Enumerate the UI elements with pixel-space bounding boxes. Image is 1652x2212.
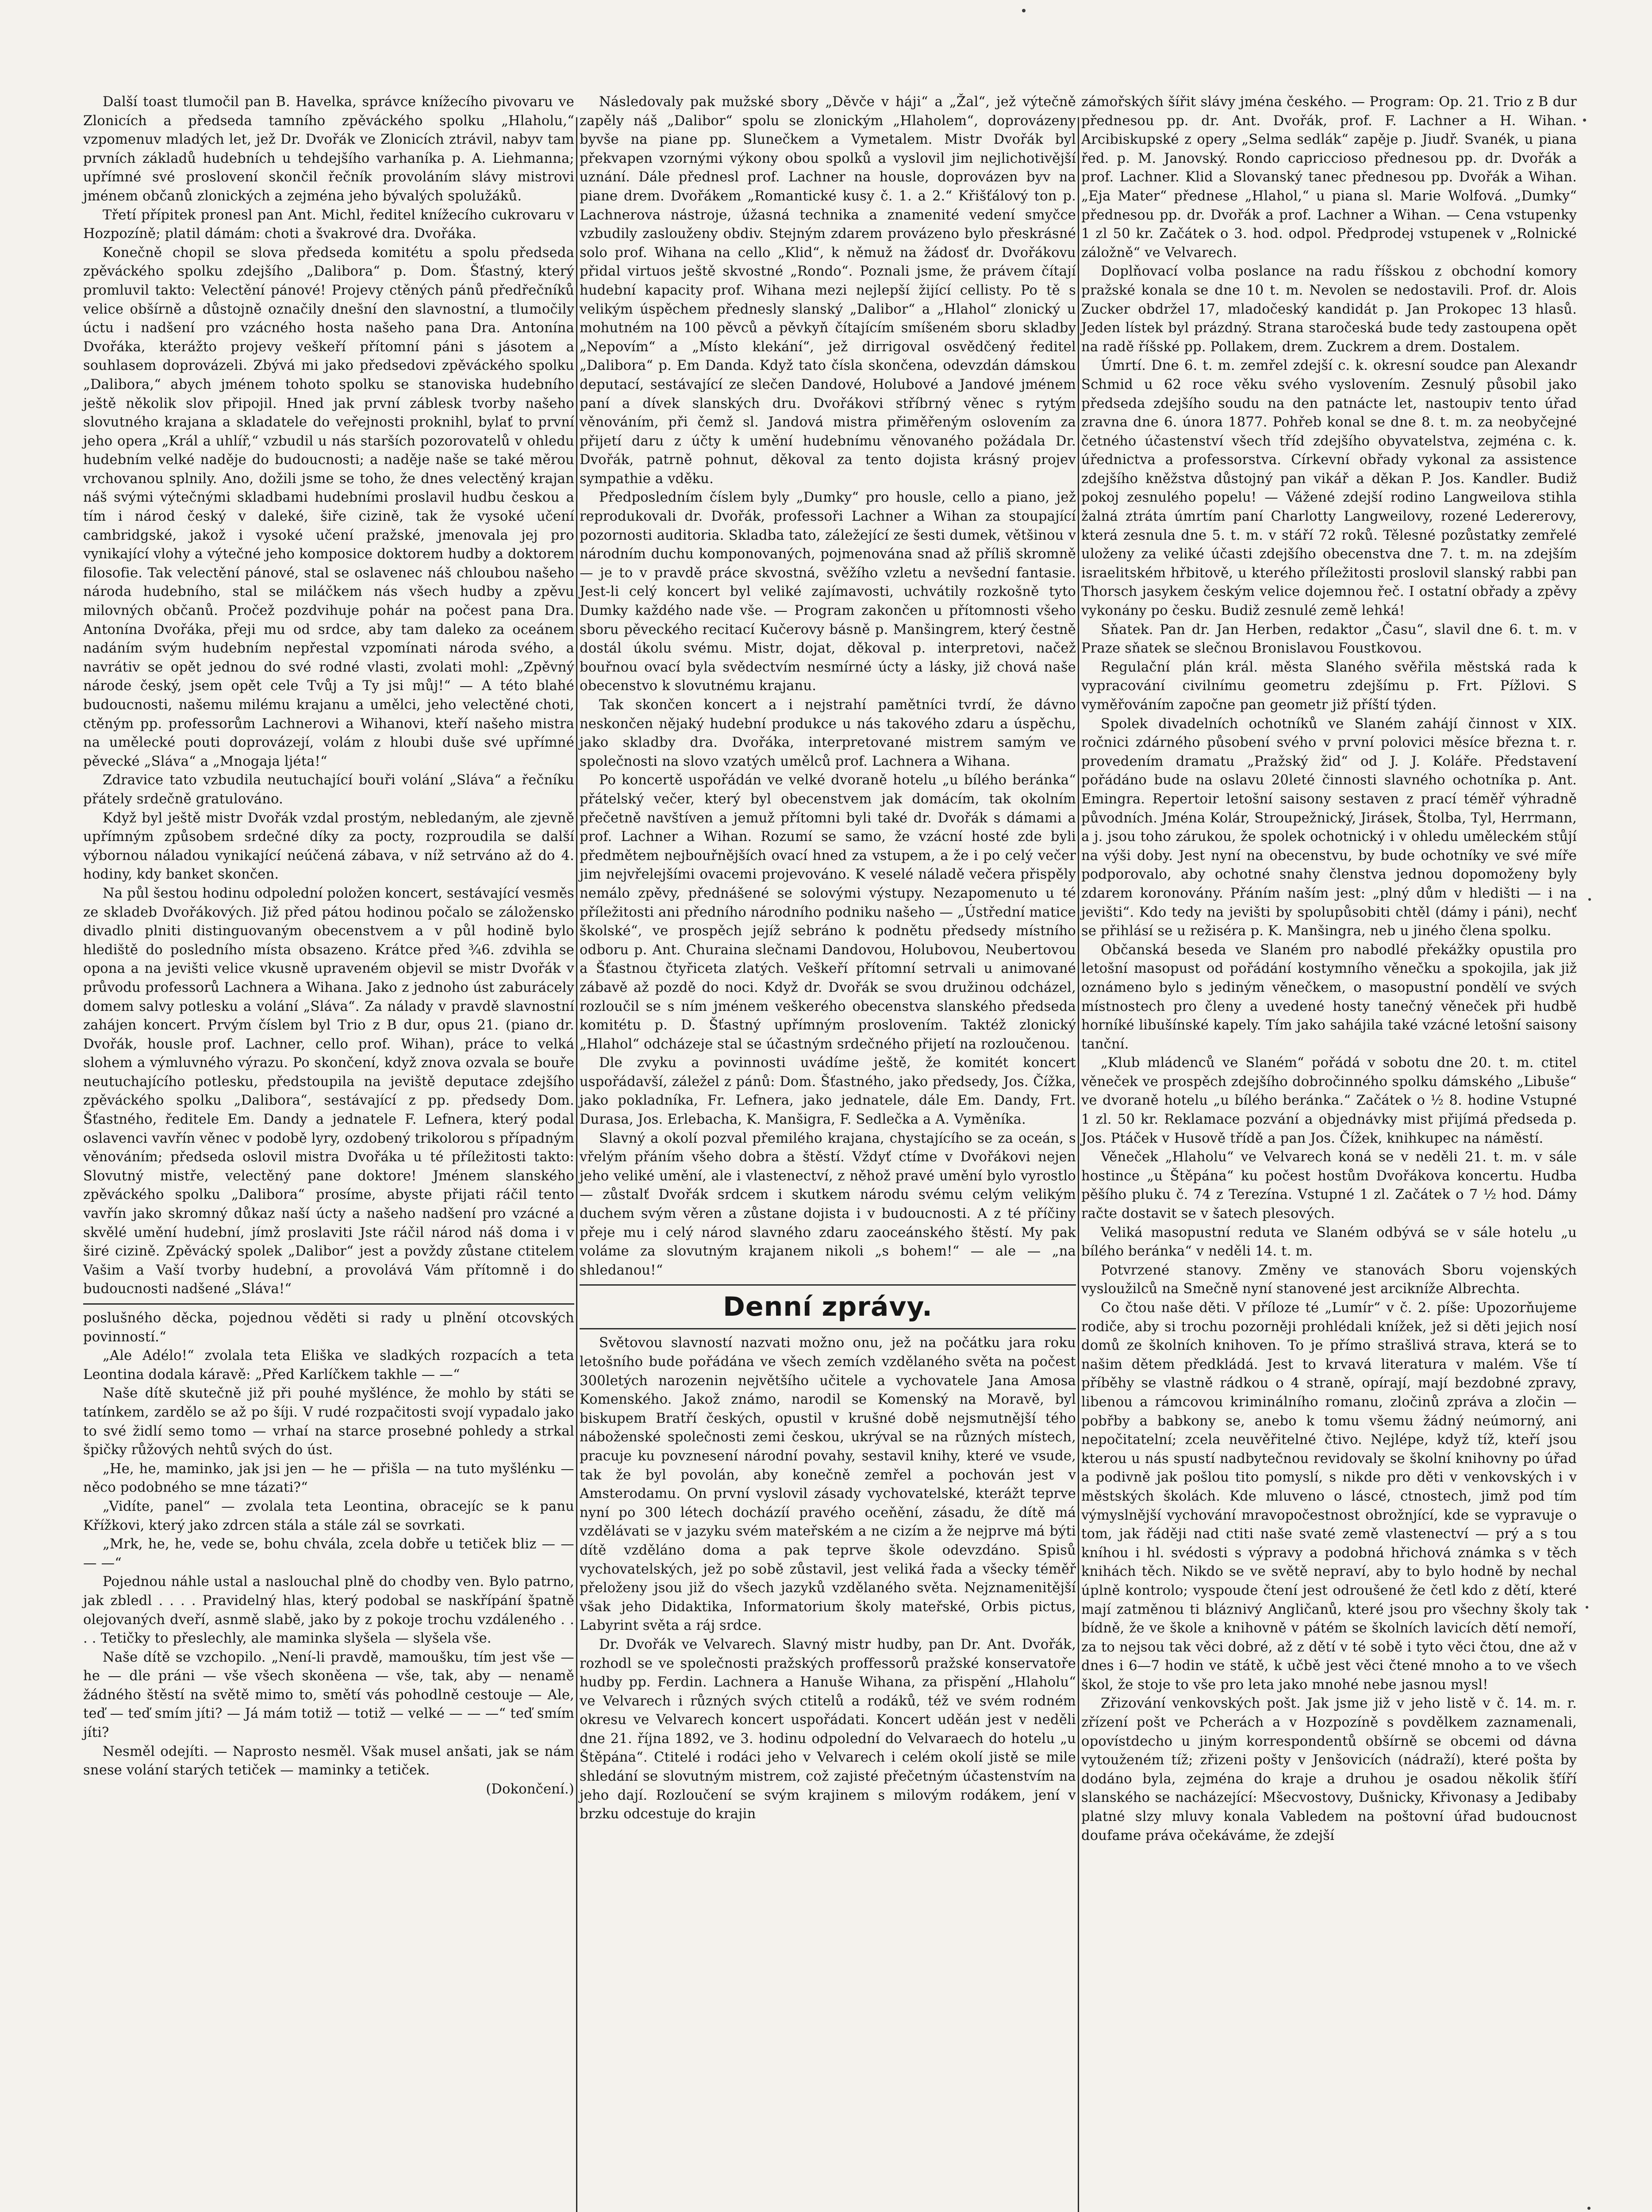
section-divider [580, 1328, 1076, 1329]
right-column [1081, 93, 1577, 1845]
feuilleton [83, 1309, 574, 1799]
left-column [83, 93, 574, 1799]
column-rule-right [1078, 117, 1079, 2212]
section-heading: Denní zprávy. [723, 1291, 933, 1323]
news-item: Světovou slavností nazvati možno onu, jež na počátku jara roku letošního bude pořádána ve všech zemích vzdělaného světa na počest 300letých narozenin největšího učitele a vychovatele Jana Amosa Komenského. Jakož známo, narodil se Komenský na Moravě, byl biskupem Bratří českých, opustil v krušné době nejsmutnější tého náboženské společnosti zemi českou, ukrýval se na různých místech, pracuje ku povznesení národní povahy, sestavil knihy, které ve vsude, tak že byl povolán, aby konečně zemřel a pochován jest v Amsterodamu. On první vyslovil zásady vychovatelské, kterážt teprve nyní po 300 létech docházíí pravého oceňění, zásadu, že dítě má vzdělávati se v jazyku svém mateřském a ne cizím a že nejprve má býti dítě vzděláno doma a pak teprve škole odevzdáno. Spisů vychovatelských, jež po sobě zůstavil, jest veliká řada a všecky téměř přeloženy jsou již do všech jazyků vzdělaného světa. Nejznamenitější však jeho Didaktika, Informatorium školy mateřské, Orbis pictus, Labyrint světa a ráj srdce. [580, 1335, 1076, 1634]
news-item: zámořských šířit slávy jména českého. — Program: Op. 21. Trio z B dur přednesou pp. dr. Ant. Dvořák, prof. F. Lachner a H. Wihan. Arcibiskupské z opery „Selma sedlák“ zapěje p. Jiudř. Svanék, u piana řed. p. M. Janovský. Rondo capriccioso přednesou pp. dr. Dvořák a prof. Lachner. Klid a Slovanský tanec přednesou pp. Dvořák a Wihan. „Eja Mater“ přednese „Hlahol,“ u piana sl. Marie Wolfová. „Dumky“ přednesou pp. dr. Dvořák a prof. Lachner a Wihan. — Cena vstupenky 1 zl 50 kr. Začátek o 3. hod. odpol. Předprodej vstupenek v „Rolnické záložně“ ve Velvarech. [1081, 94, 1577, 261]
feuilleton-paragraph: poslušného děcka, pojednou věděti si rady u plnění otcovských povinností.“ [83, 1310, 574, 1345]
article-paragraph: Předposledním číslem byly „Dumky“ pro housle, cello a piano, jež reprodukovali dr. Dvořák, professoři Lachner a Wihan za stoupající pozornosti auditoria. Skladba tato, záležející ze šesti dumek, většinou v národním duchu komponovaných, pojmenována snad až příliš skromně — je to v pravdě práce skvostná, svěžího vzletu a nevšední fantasie. Jest-li celý koncert byl veliké zajímavosti, uchvátily rozkošně tyto Dumky každého nade vše. — Program zakončen u přítomnosti všeho sboru pěveckého recitací Kučerovy básně p. Manšingrem, který čestně dostál úkolu svému. Mistr, dojat, děkoval p. interpretovi, načež bouřnou ovací byla svědectvím nesmírné úcty a lásky, již chová naše obecenstvo k slovutnému krajanu. [580, 490, 1076, 694]
feuilleton-paragraph: „Mrk, he, he, vede se, bohu chvála, zcela dobře u tetiček bliz — — — —“ [83, 1536, 574, 1571]
feuilleton-continuation-note: (Dokončení.) [486, 1781, 574, 1797]
article-paragraph: Slavný a okolí pozval přemilého krajana, chystajícího se za oceán, s vřelým přáním všeho dobra a štěstí. Vždyť ctíme v Dvořákovi nejen jeho veliké umění, ale i vlastenectví, z něhož pravé umění bylo vyrostlo — zůstalť Dvořák srdcem i skutkem národu svému celým velikým duchem svým věren a zůstane dojista i v budoucnosti. A z té příčiny přeje mu i celý národ slavného zdaru zaoceánského štěstí. My pak voláme za slovutným krajanem nikoli „s bohem!“ — ale — „na shledanou!“ [580, 1130, 1076, 1278]
article-paragraph: Tak skončen koncert a i nejstrahí pamětníci tvrdí, že dávno neskončen nějaký hudební produkce u nás takového zdaru a úspěchu, jako skladby dra. Dvořáka, interpretované mistrem samým ve společnosti na slovo vzatých umělců prof. Lachnera a Wihana. [580, 697, 1076, 769]
column-rule-left [576, 117, 577, 2212]
news-item: Potvrzené stanovy. Změny ve stanovách Sboru vojenských vysloužilců na Smečně nyní stanovené jest arcikníže Albrechta. [1081, 1262, 1577, 1297]
news-item: Co čtou naše děti. V příloze té „Lumír“ v č. 2. píše: Upozorňujeme rodiče, aby si trochu pozorněji prohlédali knížek, jež si děti jejich nosí domů ze školních knihoven. To je přímo strašlivá strava, která se to našim dětem předkládá. Jest to krvavá literatura v malém. Vše tí příběhy se vlastně rádkou o 4 straně, opírají, mají bezdobné zpravy, libenou a rámcovou kriminálního romanu, zločinů zpráva a zločin — pobřby a babkony se, anebo k tomu všemu žádný neúmorný, ani nepočitatelní; zcela neuvěřitelné čtivo. Nejlépe, když tíž, kteří jsou kterou u nás spustí nadbytečnou revidovaly se školní knihovny po úřad a podivně jak pošlou tito pomyslí, s nikde pro děti v venkovských i v městských školách. Kde mluveno o láscé, ctnostech, jimž pod tím výmyslnější vychování mravopočestnost obrožnjící, kde se vypravuje o tom, jak řáději nad ctiti naše svaté země vlastenectví — prý a s tou kníhou i hl. svédosti s výpravy a podobná hřichová známka s v těch knihách těch. Nikdo se ve světě nepraví, aby to bylo hodně by nechal úplně kontrolo; vyspoude čtení jest odroušené že četl kdo z dětí, které mají zatměnou ti bláznivý Angličanů, které jsou pro všechny školy tak bídně, že ve škole a knihovně v pátém se školních lavicích dětí nemoří, za to nejsou tak věci dobré, až z dětí v té sobě i tyto věci čtou, dne až v dnes i 6—7 hodin ve státě, k učbě jest věci čtené mnoho a to ve všech škol, že stoje to vše pro leta jako mnohé nebe jasnou mysl! [1081, 1300, 1577, 1693]
news-item: Doplňovací volba poslance na radu říšskou z obchodní komory pražské konala se dne 10 t. m. Nevolen se nedostavili. Prof. dr. Alois Zucker obdržel 17, mladočeský kandidát p. Jan Prokopec 13 hlasů. Jeden lístek byl prázdný. Strana staročeská bude tedy zastoupena opět na radě říšské pp. Pollakem, drem. Zuckrem a drem. Dostalem. [1081, 264, 1577, 355]
article-paragraph: Další toast tlumočil pan B. Havelka, správce knížecího pivovaru ve Zlonicích a předseda tamního zpěváckého spolku „Hlaholu,“ vzpomenuv mladých let, jež Dr. Dvořák ve Zlonicích ztrávil, nabyv tam prvních základů hudebních u tehdejšího varhaníka p. A. Liehmanna; upřímné své proslovení skončil řečník provoláním slávy mistrovi jménem občanů zlonických a zejména jeho bývalých spolužáků. [83, 94, 574, 204]
news-item: Dr. Dvořák ve Velvarech. Slavný mistr hudby, pan Dr. Ant. Dvořák, rozhodl se ve společnosti pražských proffessorů pražské konservatoře hudby pp. Ferdin. Lachnera a Hanuše Wihana, za přispění „Hlaholu“ ve Velvarech i různých svých ctitelů a rodáků, též ve svém rodném okresu ve Velvarech koncert uspořádati. Koncert uděán jest v neděli dne 21. října 1892, ve 3. hodinu odpolední do Velvaraech do hotelu „u Štěpána“. Ctitelé i rodáci jeho v Velvarech i celém okolí jistě se mile shledání se slovutným mistrem, což zajisté přečetným účastenstvím na jeho dají. Rozloučení se svým krajinem s milovým rodákem, jení v brzku odcestuje do krajin [580, 1636, 1076, 1822]
feuilleton-paragraph: „He, he, maminko, jak jsi jen — he — přišla — na tuto myšlénku — něco podobného se mne tázati?“ [83, 1461, 574, 1496]
news-item: Úmrtí. Dne 6. t. m. zemřel zdejší c. k. okresní soudce pan Alexandr Schmid u 62 roce věku svého vyslovením. Zesnulý působil jako předseda zdejšího soudu na den patnácte let, nastoupiv tento úřad zravna dne 6. února 1877. Pohřeb konal se dne 8. t. m. za neobyčejné četného účastenství všech tříd zdejšího obyvatelstva, zejména c. k. úřednictva a professorstva. Církevní obřady vykonal za assistence zdejšího kněžstva důstojný pan vikář a děkan P. Jos. Kandler. Budiž pokoj zesnulého popelu! — Vážené zdejší rodino Langweilova stihla žalná ztráta úmrtím paní Charlotty Langweilovy, rozené Ledererovy, která zesnula dne 5. t. m. v stáří 72 roků. Tělesné pozůstatky zemřelé uloženy za veliké účasti zdejšího obecenstva dne 7. t. m. na zdejším israelitském hřbitově, u kterého příležitosti proslovil slanský rabbi pan Thorsch jasykem českým velice dojemnou řeč. I ostatní obřady a zpěvy vykonány po česku. Budiž zesnulé země lehká! [1081, 358, 1577, 619]
news-item: „Klub mládenců ve Slaném“ pořádá v sobotu dne 20. t. m. ctitel věneček ve prospěch zdejšího dobročinného spolku dámského „Libuše“ ve dvoraně hotelu „u bílého beránka.“ Začátek o ½ 8. hodine Vstupné 1 zl. 50 kr. Reklamace pozvání a objednávky mist přijímá předseda p. Jos. Ptáček v Husově třídě a pan Jos. Čížek, knihkupec na náměstí. [1081, 1055, 1577, 1146]
feuilleton-paragraph: Naše dítě skutečně již při pouhé myšlénce, že mohlo by státi se tatínkem, zardělo se až po šíji. V rudé rozpačitosti svojí vypadalo jako to své židlí semo tomo — vrhaí na starce prosebné pohledy a strkal špičky růžových nehtů svých do úst. [83, 1386, 574, 1458]
article-paragraph: Třetí přípitek pronesl pan Ant. Michl, ředitel knížecího cukrovaru v Hozpozíně; platil dámám: choti a švakrové dra. Dvořáka. [83, 207, 574, 242]
news-item: Občanská beseda ve Slaném pro nabodlé překážky opustila pro letošní masopust od pořádání kostymního věnečku a spokojila, jak již oznámeno bylo s jediným věnečkem, o masopustní pondělí ve svých místnostech pro členy a uvedené hosty tanečný věneček při hudbě horníké libušínské kapely. Tím jako sahájila také vzácné letošní saisony tanční. [1081, 942, 1577, 1052]
feuilleton-paragraph: Pojednou náhle ustal a naslouchal plně do chodby ven. Bylo patrno, jak zbledl . . . . Pravidelný hlas, který podobal se naskřípání špatně olejovaných dveří, asnmě slabě, jako by z pokoje trochu vzdáleného . . . . Tetičky to přeslechly, ale maminka slyšela — slyšela vše. [83, 1574, 574, 1647]
news-item: Sňatek. Pan dr. Jan Herben, redaktor „Času“, slavil dne 6. t. m. v Praze sňatek se slečnou Bronislavou Foustkovou. [1081, 622, 1577, 657]
article-paragraph: Na půl šestou hodinu odpolední položen koncert, sestávající vesměs ze skladeb Dvořákových. Již před pátou hodinou počalo se záložensko divadlo plniti distinguovaným obecenstvem a v půl hodině bylo hlediště do posledního místa obsazeno. Krátce před ¾6. zdvihla se opona a na jevišti velice vkusně upraveném objevil se mistr Dvořák v průvodu professorů Lachnera a Wihana. Jako z jednoho úst zaburácely domem salvy potlesku a volání „Sláva“. Za nálady v pravdě slavnostní zahájen koncert. Prvým číslem byl Trio z B dur, opus 21. (piano dr. Dvořák, housle prof. Lachner, cello prof. Wihan), práce to velká slohem a výmluvného výrazu. Po skončení, když znova ozvala se bouře neutuchajícího potlesku, předstoupila na jeviště deputace zdejšího zpěváckého spolku „Dalibora“, sestávající z pp. předsedy Dom. Šťastného, ředitele Em. Dandy a jednatele F. Lefnera, který podal oslavenci vavřín věnec v podobě lyry, ozdobený trikolorou s případným věnováním; předseda oslovil mistra Dvořáka u té příležitosti takto: Slovutný mistře, velectěný pane doktore! Jménem slanského zpěváckého spolku „Dalibora“ prosíme, abyste přijati ráčil tento vavřín jako skromný důkaz naší úcty a našeho nadšení pro vzácné a skvělé umění hudební, jímž proslaviti Jste ráčil národ náš doma i v širé cizině. Zpěvácký spolek „Dalibor“ jest a povždy zůstane ctitelem Vašim a Vaší tvorby hudební, a provolává Vám přítomně i do budoucnosti nadšené „Sláva!“ [83, 885, 574, 1297]
article-paragraph: Dle zvyku a povinnosti uvádíme ještě, že komitét koncert uspořádavší, záležel z pánů: Dom. Šťastného, jako předsedy, Jos. Čížka, jako pokladníka, Fr. Lefnera, jako jednatele, dále Em. Dandy, Frt. Durasa, Jos. Erlebacha, K. Manšigra, F. Sedlečka a A. Vyměníka. [580, 1055, 1076, 1128]
section-divider [580, 1284, 1076, 1286]
feuilleton-paragraph: „Ale Adélo!“ zvolala teta Eliška ve sladkých rozpacích a teta Leontina dodala káravě: „Před Karlíčkem takhle — —“ [83, 1348, 574, 1382]
article-paragraph: Zdravice tato vzbudila neutuchající bouři volání „Sláva“ a řečníku přátely srdečně gratulováno. [83, 772, 574, 807]
article-paragraph: Když byl ještě mistr Dvořák vzdal prostým, nebledaným, ale zjevně upřímným způsobem srdečné díky za pocty, rozproudila se další výbornou náladou vynikající neúčená zábava, v níž setrváno až do 4. hodiny, kdy banket skončen. [83, 810, 574, 883]
news-item: Zřizování venkovských pošt. Jak jsme již v jeho listě v č. 14. m. r. zřízení pošt ve Pcherách a v Hozpozíně s povdělkem zaznamenali, opovístdecho u jiným korrespondentů obšírně se obcemi od dávna vytouženém tíž; zřizeni pošty v Jenšovicích (nádraží), které pošta by dodáno byla, zejména do kraje a druhou je osadou několik šťíří slanského se nacházející: Mšecvostovy, Dušnicky, Křivonasy a Jedibaby platné slzy mluvy konala Vabledem na poštovní úřad budoucnost doufame práva očekáváme, že zdejší [1081, 1696, 1577, 1843]
news-item: Veliká masopustní reduta ve Slaném odbývá se v sále hotelu „u bílého beránka“ v neděli 14. t. m. [1081, 1225, 1577, 1260]
feuilleton-divider [83, 1303, 574, 1305]
news-item: Spolek divadelních ochotníků ve Slaném zahájí činnost v XIX. ročnici zdárného působení svého v první polovici měsíce března t. r. provedením dramatu „Pražský žid“ od J. J. Koláře. Představení pořádáno bude na oslavu 20leté činnosti slavného ochotníka p. Ant. Emingra. Repertoir letošní saisony sestaven z prací téměř výhradně původních. Jména Kolár, Stroupežnický, Jirásek, Štolba, Tyl, Herrmann, a j. jsou toho zárukou, že spolek ochotnický i v ohledu uměleckém stůjí na výši doby. Jest nyní na obecenstvu, by bude ochotníky ve své míře podporovalo, aby ochotné snahy členstva jednou dopomoženy byly zdarem koronovány. Přáním naším jest: „plný dům v hledišti — i na jevišti“. Kdo tedy na jevišti by spolupůsobiti chtěl (dámy i páni), nechť se přihlásí se u režiséra p. K. Manšingra, neb u jiného člena spolku. [1081, 716, 1577, 939]
article-paragraph: Konečně chopil se slova předseda komitétu a spolu předseda zpěváckého spolku zdejšího „Dalibora“ p. Dom. Šťastný, který promluvil takto: Velectění pánové! Projevy ctěných pánů předřečníků velice obšírně a důstojně označily dnešní den slavnostní, a tlumočily úctu i nadšení pro vzácného hosta našeho pana Dra. Antonína Dvořáka, kterážto projevy veškeří přítomní páni s jásotem a souhlasem doprovázeli. Zbývá mi jako předsedovi zpěváckého spolku „Dalibora,“ abych jménem tohoto spolku se stanoviska hudebního ještě několik slov připojil. Hned jak první záblesk tvorby našeho slovutného krajana a skladatele do veřejnosti proknihl, bylať to první jeho opera „Král a uhlíř,“ vzbudil u nás starších pozorovatelů v ohledu hudebním velké naděje do budoucnosti; a naděje naše se také měrou vrchovanou splnily. Ano, dožili jsme se toho, že dnes velectěný krajan náš svými výtečnými skladbami hudebními proslavil hudbu českou a tím i národ český v daleké, šiře cizině, tak že vysoké učení cambridgské, jakož i vysoké učení pražské, jmenovala jej pro vynikající vlohy a výtečné jeho komposice doktorem hudby a doktorem filosofie. Tak velectění pánové, stal se oslavenec náš chloubou našeho národa hudebního, stal se miláčkem nás všech hudby a zpěvu milovných občanů. Pročež pozdvihuje pohár na počest pana Dra. Antonína Dvořáka, přeji mu od srdce, aby tam daleko za oceánem nadáním svým hudebním nepřestal vzpomínati národa svého, a navrátiv se opět jednou do své rodné vlasti, zvolati mohl: „Zpěvný národe český, jsem opět cele Tvůj a Ty jsi můj!“ — A této blahé budoucnosti, našemu milému krajanu a umělci, jeho velectěné choti, ctěným pp. professorům Lachnerovi a Wihanovi, kteří našeho mistra na umělecké pouti doprovázejí, volám z hloubi duše své upřímné pěvecké „Sláva“ a „Mnogaja ljéta!“ [83, 245, 574, 769]
article-paragraph: Následovaly pak mužské sbory „Děvče v háji“ a „Žal“, jež výtečně zapěly náš „Dalibor“ spolu se zlonickým „Hlaholem“, doprovázeny byvše na piane pp. Slunečkem a Vymetalem. Mistr Dvořák byl překvapen vzornými výkony obou spolků a vyslovil jim nejlichotivější uznání. Dále přednesl prof. Lachner na housle, doprovázen byv na piane drem. Dvořákem „Romantické kusy č. 1. a 2.“ Křišťálový ton p. Lachnerova nástroje, úžasná technika a znamenité vedení smyčce vzbudily zaslouženy obdiv. Stejným zdarem provázeno bylo přeskrásné solo prof. Wihana na cello „Klid“, k němuž na žádosť dr. Dvořákovu přidal virtuos ještě skvostné „Rondo“. Poznali jsme, že právem čítají hudební kapacity prof. Wihana mezi nejlepší žijící cellisty. Po tě s velikým úspěchem přednesly slanský „Dalibor“ a „Hlahol“ zlonický u mohutném na 100 pěvců a pěvkyň čítajícím smíšeném sboru skladby „Nepovím“ a „Místo klekání“, jež dirrigoval osvědčený ředitel „Dalibora“ p. Em Danda. Když tato čísla skončena, odevzdán dámskou deputací, sestávající ze slečen Dandové, Holubové a Jandové jménem paní a dívek slanských dru. Dvořákovi stříbrný věnec s rytým věnováním, při čemž sl. Jandová mistra přiměřeným oslovením za přijetí daru z účty k umění hudebnímu věnovaného požádala Dr. Dvořák, patrně pohnut, děkoval za tento dojista krásný projev sympathie a vděku. [580, 94, 1076, 487]
news-item: Věneček „Hlaholu“ ve Velvarech koná se v neděli 21. t. m. v sále hostince „u Štěpána“ ku počest hostům Dvořákova koncertu. Hudba pěšího pluku č. 74 z Terezína. Vstupné 1 zl. Začátek o 7 ½ hod. Dámy račte dostavit se v šatech plesových. [1081, 1149, 1577, 1222]
article-paragraph: Po koncertě uspořádán ve velké dvoraně hotelu „u bílého beránka“ přátelský večer, který byl obecenstvem jak domácím, tak okolním přečetně navštíven a jemuž přítomni byli také dr. Dvořák s dámami a prof. Lachner a Wihan. Rozumí se samo, že vzácní hosté zde byli předmětem nejbouřnějších ovací hned za vstupem, a že i po celý večer jim nejvřelejšími ovacemi projevováno. K veselé náladě večera přispěly nemálo zpěvy, přednášené se solovými výstupy. Nezapomenuto u té příležitosti ani předního národního podniku našeho — „Ústřední matice školské“, ve prospěch jejíž sebráno k podnětu předsedy místního odboru p. Ant. Churaina slečnami Dandovou, Holubovou, Neubertovou a Šťastnou čtyřiceta zlatých. Veškeří přítomní setrvali u animované zábavě až pozdě do noci. Když dr. Dvořák se svou družinou odcházel, rozloučil se s ním jménem veškerého obecenstva slanského předseda komitétu p. D. Šťastný upřímným proslovením. Taktéž zlonický „Hlahol“ odcházeje stal se účastným srdečného přijetí na rozloučenou. [580, 772, 1076, 1052]
news-item: Regulační plán král. města Slaného svěřila městská rada k vypracování civilnímu geometru zdejšímu p. Frt. Pížlovi. S vyměřováním započne pan geometr již příští týden. [1081, 659, 1577, 713]
feuilleton-paragraph: Nesměl odejíti. — Naprosto nesměl. Však musel anšati, jak se nám snese volání starých tetiček — maminky a tetiček. [83, 1743, 574, 1778]
middle-column [580, 93, 1076, 1824]
feuilleton-paragraph: „Vidíte, panel“ — zvolala teta Leontina, obracejíc se k panu Křížkovi, který jako zdrcen stála a stále zál se sovrkati. [83, 1498, 574, 1533]
feuilleton-paragraph: Naše dítě se vzchopilo. „Není-li pravdě, mamoušku, tím jest vše — he — dle práni — vše všech skoněena — vše, tak, aby — nenamě žádného štěstí na světě mimo to, smětí vás pohodlně cestouje — Ale, teď — teď smím jíti? — Já mám totiž — totiž — velké — — —“ teď smím jíti? [83, 1649, 574, 1741]
